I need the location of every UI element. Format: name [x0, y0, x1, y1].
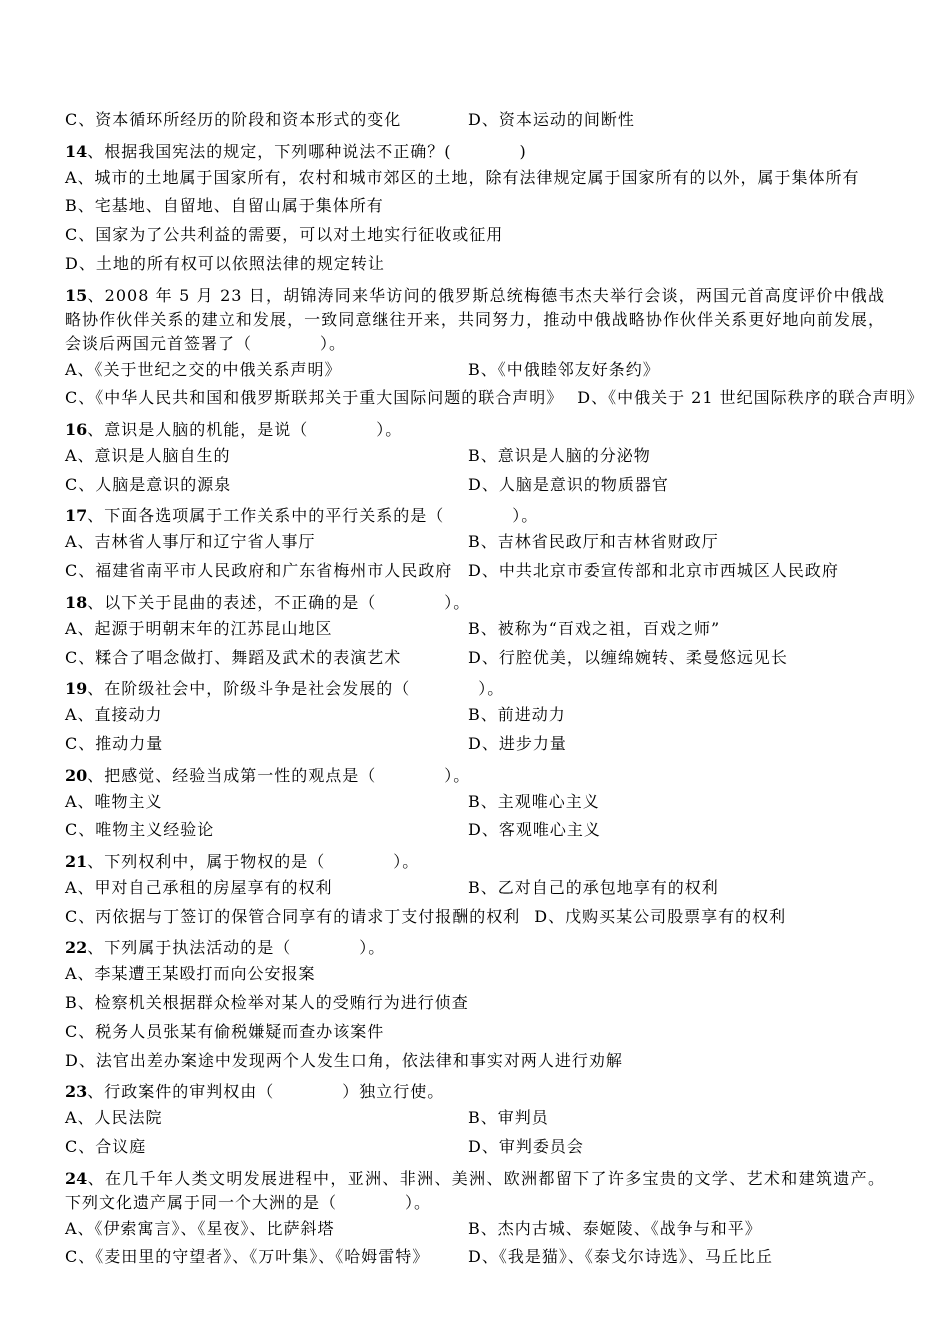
answer-option: D、中共北京市委宣传部和北京市西城区人民政府 [468, 561, 839, 581]
answer-option: C、合议庭 [65, 1137, 147, 1157]
option-row [65, 192, 885, 221]
answer-option: D、人脑是意识的物质器官 [468, 474, 669, 494]
answer-option: B、检察机关根据群众检举对某人的受贿行为进行侦查 [65, 993, 469, 1013]
answer-option: B、吉林省民政厅和吉林省财政厅 [468, 532, 719, 552]
answer-option: C、唯物主义经验论 [65, 820, 215, 840]
option-row [65, 442, 885, 471]
option-row [65, 701, 885, 730]
question-text: 、下面各选项属于工作关系中的平行关系的是（ ）。 [87, 506, 539, 526]
question-19 [65, 672, 885, 758]
options-block [65, 106, 885, 135]
question-stem [65, 932, 885, 961]
answer-option: C、《中华人民共和国和俄罗斯联邦关于重大国际问题的联合声明》 [65, 388, 564, 408]
question-text: 、把感觉、经验当成第一性的观点是（ ）。 [87, 765, 471, 785]
question-17 [65, 500, 885, 586]
option-row [65, 644, 885, 673]
question-22 [65, 932, 885, 1076]
question-number: 20 [65, 765, 88, 785]
question-number: 18 [65, 592, 88, 612]
question-stem [65, 135, 885, 164]
answer-option: C、推动力量 [65, 733, 164, 753]
option-row [65, 1243, 885, 1272]
answer-option: C、《麦田里的守望者》、《万叶集》、《哈姆雷特》 [65, 1247, 430, 1267]
answer-option: C、资本循环所经历的阶段和资本形式的变化 [65, 110, 402, 129]
question-stem [65, 586, 885, 615]
answer-option: A、《伊索寓言》、《星夜》、比萨斜塔 [65, 1218, 335, 1238]
question-stem [65, 413, 885, 442]
answer-option: D、资本运动的间断性 [468, 110, 635, 129]
option-row [65, 250, 885, 279]
option-row [65, 557, 885, 586]
question-text: 、在阶级社会中，阶级斗争是社会发展的（ ）。 [87, 679, 505, 699]
question-21 [65, 845, 885, 931]
answer-option: A、唯物主义 [65, 791, 163, 811]
question-number: 23 [65, 1082, 88, 1102]
answer-option: D、土地的所有权可以依照法律的规定转让 [65, 253, 385, 273]
answer-option: B、被称为“百戏之祖，百戏之师” [468, 618, 721, 638]
answer-option: B、宅基地、自留地、自留山属于集体所有 [65, 196, 384, 216]
answer-option: A、人民法院 [65, 1108, 163, 1128]
answer-option: B、乙对自己的承包地享有的权利 [468, 877, 719, 897]
exam-document [65, 106, 924, 1272]
question-number: 24 [65, 1168, 88, 1188]
option-row [65, 1047, 885, 1076]
answer-option: B、《中俄睦邻友好条约》 [468, 359, 660, 379]
question-number: 21 [65, 851, 88, 871]
option-row [65, 730, 885, 759]
answer-option: B、主观唯心主义 [468, 791, 600, 811]
question-text: 、根据我国宪法的规定，下列哪种说法不正确？( ) [87, 141, 527, 161]
option-row [65, 1104, 885, 1133]
answer-option: A、甲对自己承租的房屋享有的权利 [65, 877, 333, 897]
answer-option: D、《中俄关于 21 世纪国际秩序的联合声明》 [577, 388, 924, 408]
option-row [65, 874, 885, 903]
answer-option: A、起源于明朝末年的江苏昆山地区 [65, 618, 333, 638]
question-stem [65, 1162, 885, 1215]
answer-option: D、《我是猫》、《泰戈尔诗选》、马丘比丘 [468, 1247, 773, 1267]
question-number: 15 [65, 285, 88, 305]
answer-option: D、戊购买某公司股票享有的权利 [534, 906, 787, 926]
option-row [65, 221, 885, 250]
option-row [65, 903, 885, 932]
answer-option: D、行腔优美，以缠绵婉转、柔曼悠远见长 [468, 647, 788, 667]
answer-option: A、《关于世纪之交的中俄关系声明》 [65, 359, 342, 379]
option-row [65, 615, 885, 644]
question-stem [65, 500, 885, 529]
question-stem [65, 759, 885, 788]
answer-option: C、丙依据与丁签订的保管合同享有的请求丁支付报酬的权利 [65, 906, 521, 926]
option-row [65, 164, 885, 193]
question-14 [65, 135, 885, 279]
question-text: 、意识是人脑的机能，是说（ ）。 [87, 419, 403, 439]
answer-option: D、客观唯心主义 [468, 820, 601, 840]
answer-option: B、意识是人脑的分泌物 [468, 445, 651, 465]
option-row [65, 788, 885, 817]
option-row [65, 816, 885, 845]
question-number: 14 [65, 141, 88, 161]
question-stem [65, 279, 885, 356]
question-number: 16 [65, 419, 88, 439]
question-16 [65, 413, 885, 499]
question-text: 、行政案件的审判权由（ ）独立行使。 [87, 1082, 445, 1102]
question-stem [65, 1076, 885, 1105]
option-row [65, 960, 885, 989]
question-number: 22 [65, 938, 88, 958]
answer-option: C、国家为了公共利益的需要，可以对土地实行征收或征用 [65, 225, 504, 245]
answer-option: A、直接动力 [65, 705, 163, 725]
option-row [65, 989, 885, 1018]
question-stem [65, 672, 885, 701]
answer-option: A、李某遭王某殴打而向公安报案 [65, 964, 316, 984]
question-text: 、下列属于执法活动的是（ ）。 [87, 938, 386, 958]
option-row [65, 1018, 885, 1047]
question-18 [65, 586, 885, 672]
question-20 [65, 759, 885, 845]
option-row [65, 384, 924, 413]
question-23 [65, 1076, 885, 1162]
option-row [65, 1215, 885, 1244]
answer-option: C、税务人员张某有偷税嫌疑而查办该案件 [65, 1021, 385, 1041]
answer-option: A、城市的土地属于国家所有，农村和城市郊区的土地，除有法律规定属于国家所有的以外，属于集体所有 [65, 167, 860, 187]
answer-option: C、糅合了唱念做打、舞蹈及武术的表演艺术 [65, 647, 402, 667]
answer-option: A、意识是人脑自生的 [65, 445, 231, 465]
answer-option: B、前进动力 [468, 705, 566, 725]
option-row [65, 356, 885, 385]
question-text: 、在几千年人类文明发展进程中，亚洲、非洲、美洲、欧洲都留下了许多宝贵的文学、艺术和建筑遗产。下列文化遗产属于同一个大洲的是（ ）。 [65, 1168, 885, 1212]
answer-option: C、福建省南平市人民政府和广东省梅州市人民政府 [65, 561, 453, 581]
answer-option: A、吉林省人事厅和辽宁省人事厅 [65, 532, 316, 552]
option-row [65, 471, 885, 500]
question-text: 、2008 年 5 月 23 日，胡锦涛同来华访问的俄罗斯总统梅德韦杰夫举行会谈，两国元首高度评价中俄战略协作伙伴关系的建立和发展，一致同意继往开来，共同努力，推动中俄战略协作伙伴关系更好地向前发展，会谈后两国元首签署了（ ）。 [65, 285, 885, 353]
question-15 [65, 279, 924, 413]
option-row [65, 528, 885, 557]
answer-option: D、进步力量 [468, 733, 567, 753]
question-number: 19 [65, 679, 88, 699]
question-24 [65, 1162, 885, 1272]
question-number: 17 [65, 506, 88, 526]
option-row [65, 1133, 885, 1162]
answer-option: D、法官出差办案途中发现两个人发生口角，依法律和事实对两人进行劝解 [65, 1050, 623, 1070]
option-row [65, 106, 885, 135]
answer-option: D、审判委员会 [468, 1137, 584, 1157]
question-text: 、下列权利中，属于物权的是（ ）。 [87, 851, 420, 871]
question-stem [65, 845, 885, 874]
question-text: 、以下关于昆曲的表述，不正确的是（ ）。 [87, 592, 471, 612]
answer-option: B、审判员 [468, 1108, 549, 1128]
answer-option: C、人脑是意识的源泉 [65, 474, 232, 494]
answer-option: B、杰内古城、泰姬陵、《战争与和平》 [468, 1218, 762, 1238]
